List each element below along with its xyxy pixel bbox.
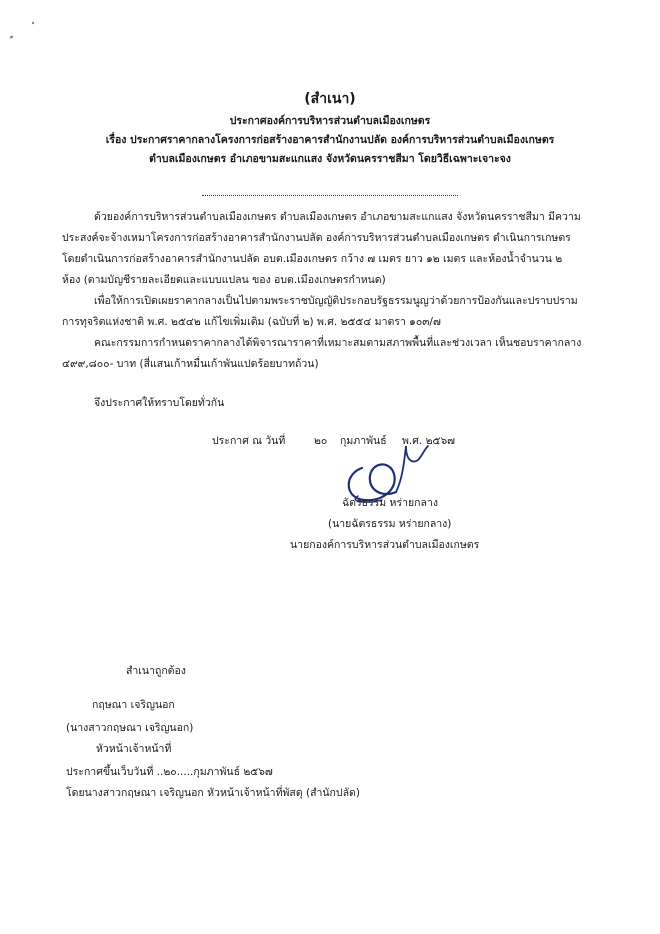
signatory-name: ฉัตรธรรม หร่ายกลาง	[342, 497, 438, 509]
paragraph-line: ด้วยองค์การบริหารส่วนตำบลเมืองเกษตร ตำบลเมืองเกษตร อำเภอขามสะแกแสง จังหวัดนครราชสีมา มีความ	[94, 211, 581, 223]
certifier-position: หัวหน้าเจ้าหน้าที่	[96, 743, 172, 755]
date-day: ๒๐	[314, 435, 328, 447]
scan-speck	[32, 22, 35, 25]
announcement-location: ตำบลเมืองเกษตร อำเภอขามสะแกแสง จังหวัดนครราชสีมา โดยวิธีเฉพาะเจาะจง	[149, 153, 511, 165]
web-posted-date: ประกาศขึ้นเว็บวันที่ ..๒๐.....กุมภาพันธ์ ๒๕๖๗	[66, 766, 273, 778]
certifier-full-name: (นางสาวกฤษณา เจริญนอก)	[66, 722, 194, 734]
posted-by: โดยนางสาวกฤษณา เจริญนอก หัวหน้าเจ้าหน้าที่พัสดุ (สำนักปลัด)	[66, 787, 360, 799]
announce-line: จึงประกาศให้ทราบโดยทั่วกัน	[94, 397, 225, 409]
signatory-position: นายกองค์การบริหารส่วนตำบลเมืองเกษตร	[290, 539, 480, 551]
certified-copy: สำเนาถูกต้อง	[126, 665, 186, 677]
signatory-full-name: (นายฉัตรธรรม หร่ายกลาง)	[328, 518, 452, 530]
paragraph-line: เพื่อให้การเปิดเผยราคากลางเป็นไปตามพระราชบัญญัติประกอบรัฐธรรมนูญว่าด้วยการป้องกันและปราบปราม	[94, 295, 578, 307]
date-prefix: ประกาศ ณ วันที่	[212, 435, 286, 447]
date-year: พ.ศ. ๒๕๖๗	[402, 435, 456, 447]
announcement-title: ประกาศองค์การบริหารส่วนตำบลเมืองเกษตร	[229, 115, 431, 127]
certifier-name: กฤษณา เจริญนอก	[92, 699, 175, 711]
dotted-divider	[202, 195, 458, 196]
paragraph-line: โดยดำเนินการก่อสร้างอาคารสำนักงานปลัด อบต.เมืองเกษตร กว้าง ๗ เมตร ยาว ๑๒ เมตร และห้องน้ำจำนวน ๒	[62, 253, 563, 265]
announcement-subject: เรื่อง ประกาศราคากลางโครงการก่อสร้างอาคารสำนักงานปลัด องค์การบริหารส่วนตำบลเมืองเกษตร	[105, 134, 555, 146]
copy-mark: (สำเนา)	[304, 91, 356, 107]
paragraph-line: ๔๙๙,๘๐๐- บาท (สี่แสนเก้าหมื่นเก้าพันแปดร้อยบาทถ้วน)	[62, 358, 319, 370]
scan-speck	[10, 35, 14, 38]
paragraph-line: ห้อง (ตามบัญชีรายละเอียดและแบบแปลน ของ อบต.เมืองเกษตรกำหนด)	[62, 274, 386, 286]
paragraph-line: คณะกรรมการกำหนดราคากลางได้พิจารณาราคาที่เหมาะสมตามสภาพพื้นที่และช่วงเวลา เห็นชอบราคากลาง	[94, 337, 582, 349]
paragraph-line: การทุจริตแห่งชาติ พ.ศ. ๒๕๔๒ แก้ไขเพิ่มเติม (ฉบับที่ ๒) พ.ศ. ๒๕๕๔ มาตรา ๑๐๓/๗	[62, 316, 441, 328]
date-month: กุมภาพันธ์	[340, 435, 387, 447]
paragraph-line: ประสงค์จะจ้างเหมาโครงการก่อสร้างอาคารสำนักงานปลัด องค์การบริหารส่วนตำบลเมืองเกษตร ดำเนินการเกษตร	[62, 232, 571, 244]
